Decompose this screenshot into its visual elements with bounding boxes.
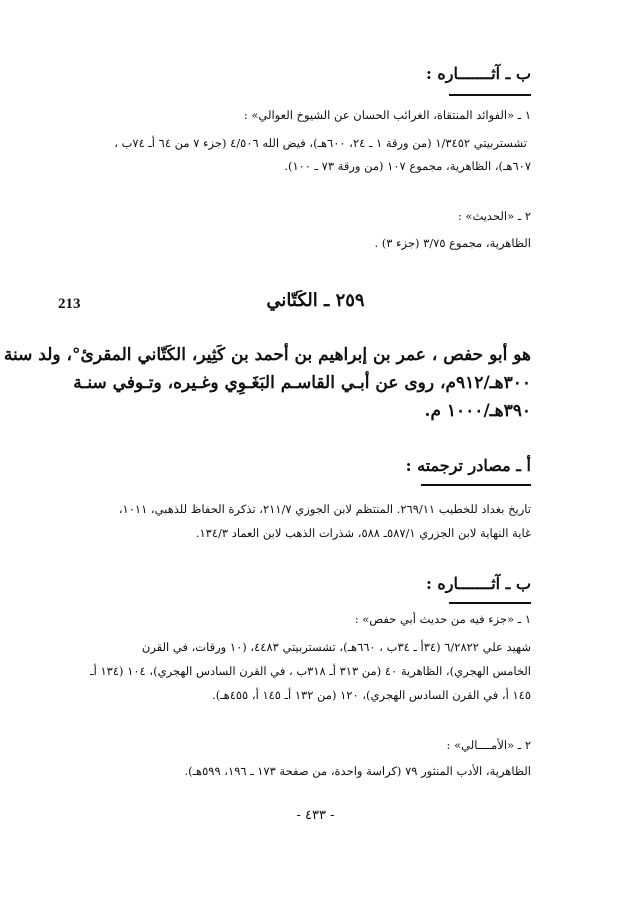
entry-title: ٢٥٩ ـ الكَتّاني	[266, 290, 365, 311]
section-heading-sources: أ ـ مصادر ترجمته :	[405, 456, 531, 475]
work-4-line-1: الظاهرية، الأدب المنثور ٧٩ (كراسة واحدة، من صفحة ١٧٣ ـ ١٩٦، ٥٩٩هـ).	[184, 764, 531, 778]
work-3-line-3: ١٤٥ أ، في القرن السادس الهجري)، ١٢٠ (من ١٣٢ أـ ١٤٥ أ، ٤٥٥هـ).	[212, 688, 531, 702]
bio-line-1: هو أبو حفص ، عمر بن إبراهيم بن أحمد بن كَثِير، الكَتّاني المقرئ°، ولد سنة	[3, 345, 531, 365]
work-3-line-2: الخامس الهجري)، الظاهرية ٤٠ (من ٣١٣ أـ ٣١٨ب ، في القرن السادس الهجري)، ١٠٤ (١٣٤ أـ	[90, 664, 531, 678]
side-number: 213	[58, 296, 81, 312]
work-3-line-1: شهيد علي ٦/٢٨٢٢ (٣٤أ ـ ٣٤ب ، ٦٦٠هـ)، تشستربيتي ٤٤٨٣، (١٠ ورقات، في القرن	[141, 640, 531, 654]
heading-underline	[449, 94, 531, 96]
work-1-line-2: ٦٠٧هـ)، الظاهرية، مجموع ١٠٧ (من ورقة ٧٣ ـ ١٠٠).	[284, 159, 531, 173]
sources-line-2: غاية النهاية لابن الجزري ٥٨٧/١ـ ٥٨٨، شذرات الذهب لابن العماد ١٣٤/٣.	[195, 526, 531, 540]
heading-underline	[449, 602, 531, 604]
bio-line-3: ٣٩٠هـ/١٠٠٠ م.	[424, 401, 531, 421]
work-1-line-1: تشستربيتي ١/٣٤٥٢ (من ورقة ١ ـ ٢٤، ٦٠٠هـ)، فيض الله ٤/٥٠٦ (جزء ٧ من ٦٤ أـ ٧٤ب ،	[114, 136, 527, 150]
section-heading-athar-1: ب ـ آثـــــــاره :	[425, 64, 531, 83]
work-title-2: ٢ ـ «الحديث» :	[457, 209, 531, 223]
heading-underline	[421, 484, 531, 486]
section-heading-athar-2: ب ـ آثـــــــاره :	[425, 574, 531, 593]
sources-line-1: تاريخ بغداد للخطيب ٢٦٩/١١. المنتظم لابن الجوزي ٢١١/٧، تذكرة الحفاظ للذهبي، ١٠١١،	[118, 502, 531, 516]
page-number: - ٤٣٣ -	[296, 808, 335, 823]
bio-line-2: ٣٠٠هـ/٩١٢م، روى عن أبـي القاسـم البَغَـوِي وغـيره، وتـوفي سنـة	[73, 373, 531, 393]
work-title-4: ٢ ـ «الأمــــالي» :	[446, 738, 531, 752]
work-title-3: ١ ـ «جزء فيه من حديث أبي حفص» :	[354, 612, 531, 626]
work-title-1: ١ ـ «الفوائد المنتقاة، الغرائب الحسان عن الشيوخ العوالي» :	[243, 108, 531, 122]
work-2-line-1: الظاهرية، مجموع ٣/٧٥ (جزء ٣) .	[374, 236, 531, 250]
